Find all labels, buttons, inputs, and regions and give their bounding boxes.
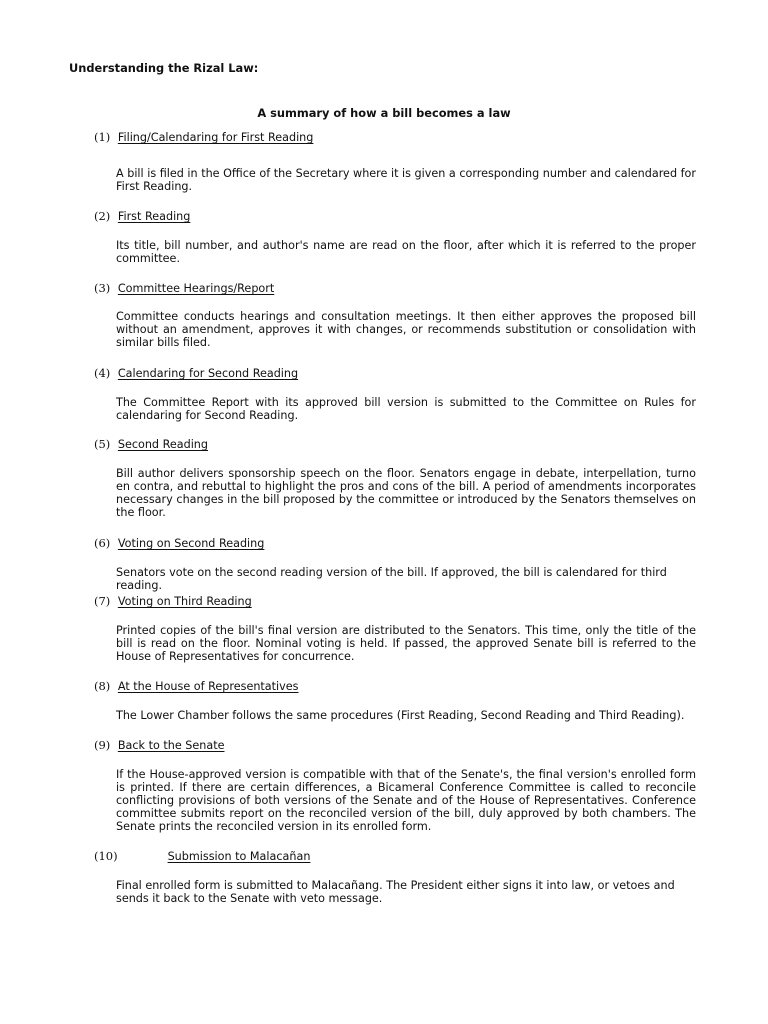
step-number: (2) <box>94 209 111 223</box>
document-subtitle: A summary of how a bill becomes a law <box>257 106 511 120</box>
step-number: (10) <box>94 849 118 863</box>
document-title: Understanding the Rizal Law: <box>69 61 259 75</box>
step-number: (5) <box>94 437 111 451</box>
step-number: (6) <box>94 536 111 550</box>
step-heading-1 <box>94 131 313 144</box>
step-title: Voting on Second Reading <box>117 537 265 550</box>
step-body: A bill is filed in the Office of the Secretary where it is given a corresponding number and calendared for First Reading. <box>116 167 696 193</box>
step-title: Back to the Senate <box>117 739 225 752</box>
step-heading-4 <box>94 367 298 380</box>
step-number: (3) <box>94 281 111 295</box>
step-number: (8) <box>94 679 111 693</box>
step-heading-6 <box>94 537 264 550</box>
step-body: Senators vote on the second reading version of the bill. If approved, the bill is calendared for third reading. <box>116 566 667 592</box>
step-number: (7) <box>94 594 111 608</box>
step-body: Its title, bill number, and author's name are read on the floor, after which it is referred to the proper committee. <box>116 239 696 265</box>
step-body: The Committee Report with its approved bill version is submitted to the Committee on Rules for calendaring for Second Reading. <box>116 396 696 422</box>
step-heading-5 <box>94 438 208 451</box>
step-body: The Lower Chamber follows the same procedures (First Reading, Second Reading and Third Reading). <box>116 709 685 722</box>
step-heading-9 <box>94 739 224 752</box>
step-heading-3 <box>94 282 274 295</box>
step-body: Committee conducts hearings and consultation meetings. It then either approves the proposed bill without an amendment, approves it with changes, or recommends substitution or consolidation with similar bills filed. <box>116 310 696 349</box>
step-body: Final enrolled form is submitted to Malacañang. The President either signs it into law, or vetoes and sends it back to the Senate with veto message. <box>116 879 675 905</box>
step-title: Filing/Calendaring for First Reading <box>117 131 314 144</box>
step-title: Voting on Third Reading <box>117 595 252 608</box>
step-body: Printed copies of the bill's final version are distributed to the Senators. This time, only the title of the bill is read on the floor. Nominal voting is held. If passed, the approved Senate bill is referred to the House of Representatives for concurrence. <box>116 624 696 663</box>
step-heading-10 <box>94 850 310 863</box>
step-title: Committee Hearings/Report <box>117 282 275 295</box>
step-title: First Reading <box>117 210 191 223</box>
step-title: Second Reading <box>117 438 208 451</box>
step-heading-8 <box>94 680 299 693</box>
step-body: Bill author delivers sponsorship speech on the floor. Senators engage in debate, interpellation, turno en contra, and rebuttal to highlight the pros and cons of the bill. A period of amendments incorporates necessary changes in the bill proposed by the committee or introduced by the Senators themselves on the floor. <box>116 467 696 519</box>
step-title: Submission to Malacañan <box>167 850 311 863</box>
step-heading-7 <box>94 595 252 608</box>
step-heading-2 <box>94 210 190 223</box>
step-number: (9) <box>94 738 111 752</box>
step-title: At the House of Representatives <box>117 680 299 693</box>
step-title: Calendaring for Second Reading <box>117 367 299 380</box>
step-number: (1) <box>94 130 111 144</box>
step-number: (4) <box>94 366 111 380</box>
step-body: If the House-approved version is compatible with that of the Senate's, the final version's enrolled form is printed. If there are certain differences, a Bicameral Conference Committee is called to reconcile conflicting provisions of both versions of the Senate and of the House of Representatives. Conference committee submits report on the reconciled version of the bill, duly approved by both chambers. The Senate prints the reconciled version in its enrolled form. <box>116 768 696 833</box>
